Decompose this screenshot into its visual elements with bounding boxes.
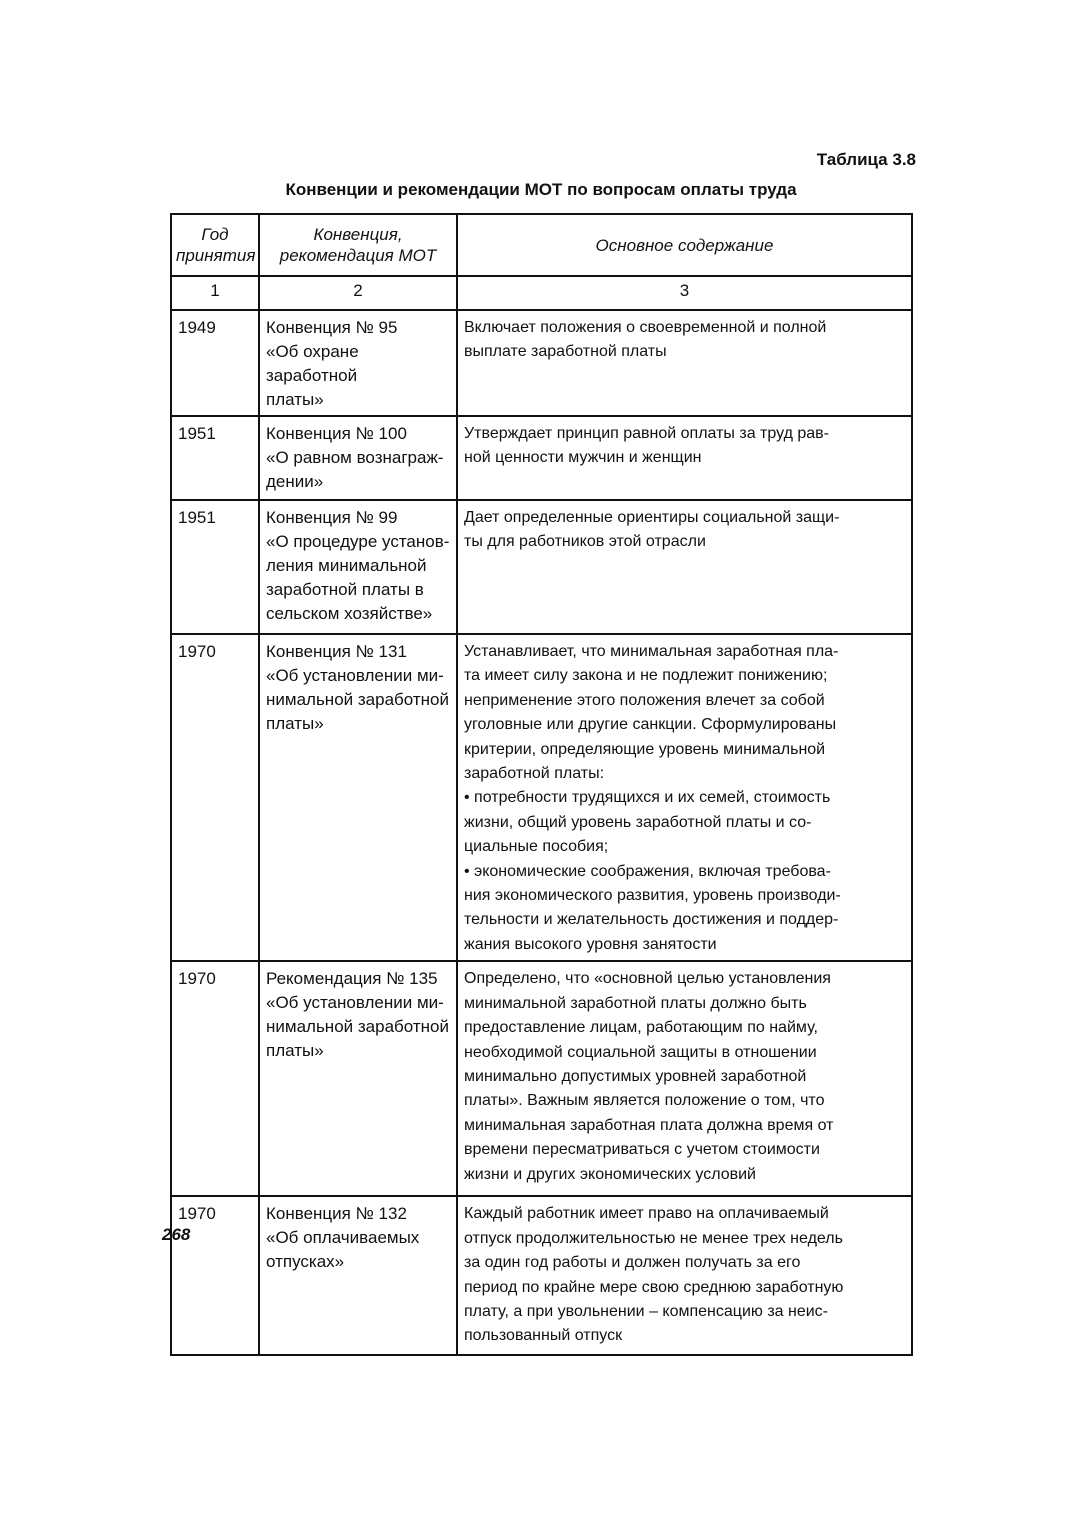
content-cell bbox=[457, 1196, 912, 1355]
content-line: циальные пособия; bbox=[464, 838, 609, 856]
content-line: жизни, общий уровень заработной платы и со- bbox=[464, 813, 812, 831]
year-cell: 1970 bbox=[171, 1196, 259, 1355]
convention-line: дении» bbox=[266, 472, 324, 491]
table-body bbox=[171, 310, 912, 1355]
year-cell: 1949 bbox=[171, 310, 259, 416]
content-line: ния экономического развития, уровень производи- bbox=[464, 887, 841, 905]
column-number: 3 bbox=[457, 276, 912, 310]
convention-line: «Об установлении ми- bbox=[266, 666, 444, 685]
convention-cell bbox=[259, 416, 457, 500]
content-line: Каждый работник имеет право на оплачиваемый bbox=[464, 1205, 829, 1223]
convention-line: Конвенция № 100 bbox=[266, 424, 407, 443]
table-label: Таблица 3.8 bbox=[816, 150, 916, 169]
header-year: Год принятия bbox=[171, 214, 259, 276]
column-number: 1 bbox=[171, 276, 259, 310]
content-line: неприменение этого положения влечет за собой bbox=[464, 691, 825, 709]
content-line: времени пересматриваться с учетом стоимости bbox=[464, 1141, 820, 1159]
year-cell: 1951 bbox=[171, 416, 259, 500]
content-line: период по крайне мере свою среднюю заработную bbox=[464, 1278, 844, 1296]
content-line: Устанавливает, что минимальная заработная пла- bbox=[464, 643, 839, 660]
convention-cell bbox=[259, 310, 457, 416]
content-line: Дает определенные ориентиры социальной защи- bbox=[464, 509, 840, 526]
ilo-conventions-table bbox=[170, 213, 913, 1356]
content-line: платы». Важным является положение о том, что bbox=[464, 1092, 825, 1110]
content-line: жания высокого уровня занятости bbox=[464, 935, 717, 953]
content-line: • потребности трудящихся и их семей, стоимость bbox=[464, 789, 831, 807]
table-row bbox=[171, 634, 912, 961]
convention-line: заработной платы в bbox=[266, 580, 424, 599]
year-cell: 1951 bbox=[171, 500, 259, 634]
content-line: Определено, что «основной целью установления bbox=[464, 970, 831, 988]
convention-line: Рекомендация № 135 bbox=[266, 969, 438, 989]
convention-cell bbox=[259, 961, 457, 1196]
convention-line: ления минимальной bbox=[266, 556, 427, 575]
content-line: жизни и других экономических условий bbox=[464, 1165, 756, 1183]
convention-line: «Об оплачиваемых bbox=[266, 1228, 420, 1248]
content-line: критерии, определяющие уровень минимальной bbox=[464, 740, 826, 758]
convention-cell bbox=[259, 500, 457, 634]
table-row bbox=[171, 961, 912, 1196]
convention-line: «Об охране заработной bbox=[266, 342, 359, 385]
convention-line: «О процедуре установ- bbox=[266, 532, 450, 551]
convention-cell bbox=[259, 634, 457, 961]
convention-line: «О равном вознаграж- bbox=[266, 448, 444, 467]
convention-line: Конвенция № 95 bbox=[266, 318, 398, 337]
content-line: отпуск продолжительностью не менее трех недель bbox=[464, 1229, 843, 1247]
header-convention: Конвенция, рекомендация МОТ bbox=[259, 214, 457, 276]
content-cell bbox=[457, 961, 912, 1196]
table-row bbox=[171, 1196, 912, 1355]
content-cell bbox=[457, 634, 912, 961]
content-line: предоставление лицам, работающим по найму, bbox=[464, 1019, 818, 1037]
year-cell: 1970 bbox=[171, 634, 259, 961]
header-row bbox=[171, 214, 912, 276]
content-line: та имеет силу закона и не подлежит понижению; bbox=[464, 667, 828, 685]
content-line: за один год работы и должен получать за его bbox=[464, 1254, 801, 1272]
convention-line: сельском хозяйстве» bbox=[266, 604, 433, 623]
content-line: тельности и желательность достижения и поддер- bbox=[464, 911, 839, 929]
table-title: Конвенции и рекомендации МОТ по вопросам оплаты труда bbox=[285, 180, 797, 199]
year-cell: 1970 bbox=[171, 961, 259, 1196]
convention-line: отпусках» bbox=[266, 1252, 345, 1272]
convention-line: платы» bbox=[266, 390, 324, 409]
content-line: минимально допустимых уровней заработной bbox=[464, 1067, 807, 1085]
content-line: уголовные или другие санкции. Сформулированы bbox=[464, 716, 837, 734]
table-row bbox=[171, 500, 912, 634]
content-line: пользованный отпуск bbox=[464, 1327, 623, 1345]
content-line: плату, а при увольнении – компенсацию за неис- bbox=[464, 1302, 829, 1320]
content-line: • экономические соображения, включая требова- bbox=[464, 862, 831, 880]
content-line: заработной платы: bbox=[464, 765, 605, 783]
table-row bbox=[171, 416, 912, 500]
convention-line: платы» bbox=[266, 1041, 324, 1061]
convention-line: нимальной заработной bbox=[266, 1017, 449, 1037]
table-row bbox=[171, 310, 912, 416]
content-line: необходимой социальной защиты в отношении bbox=[464, 1043, 817, 1061]
convention-line: Конвенция № 132 bbox=[266, 1204, 407, 1224]
convention-line: платы» bbox=[266, 714, 324, 733]
content-line: Утверждает принцип равной оплаты за труд рав- bbox=[464, 425, 829, 442]
convention-line: Конвенция № 131 bbox=[266, 642, 407, 661]
content-line: Включает положения о своевременной и полной bbox=[464, 319, 827, 336]
content-line: минимальная заработная плата должна время от bbox=[464, 1116, 834, 1134]
content-line: ты для работников этой отрасли bbox=[464, 533, 706, 551]
content-line: выплате заработной платы bbox=[464, 343, 667, 361]
page-number: 268 bbox=[162, 1225, 191, 1244]
convention-line: нимальной заработной bbox=[266, 690, 449, 709]
content-cell bbox=[457, 500, 912, 634]
column-number-row bbox=[171, 276, 912, 310]
column-number: 2 bbox=[259, 276, 457, 310]
content-line: ной ценности мужчин и женщин bbox=[464, 449, 702, 467]
convention-line: «Об установлении ми- bbox=[266, 993, 444, 1013]
content-cell bbox=[457, 416, 912, 500]
content-cell bbox=[457, 310, 912, 416]
content-line: минимальной заработной платы должно быть bbox=[464, 994, 807, 1012]
header-content: Основное содержание bbox=[457, 214, 912, 276]
convention-line: Конвенция № 99 bbox=[266, 508, 398, 527]
convention-cell bbox=[259, 1196, 457, 1355]
